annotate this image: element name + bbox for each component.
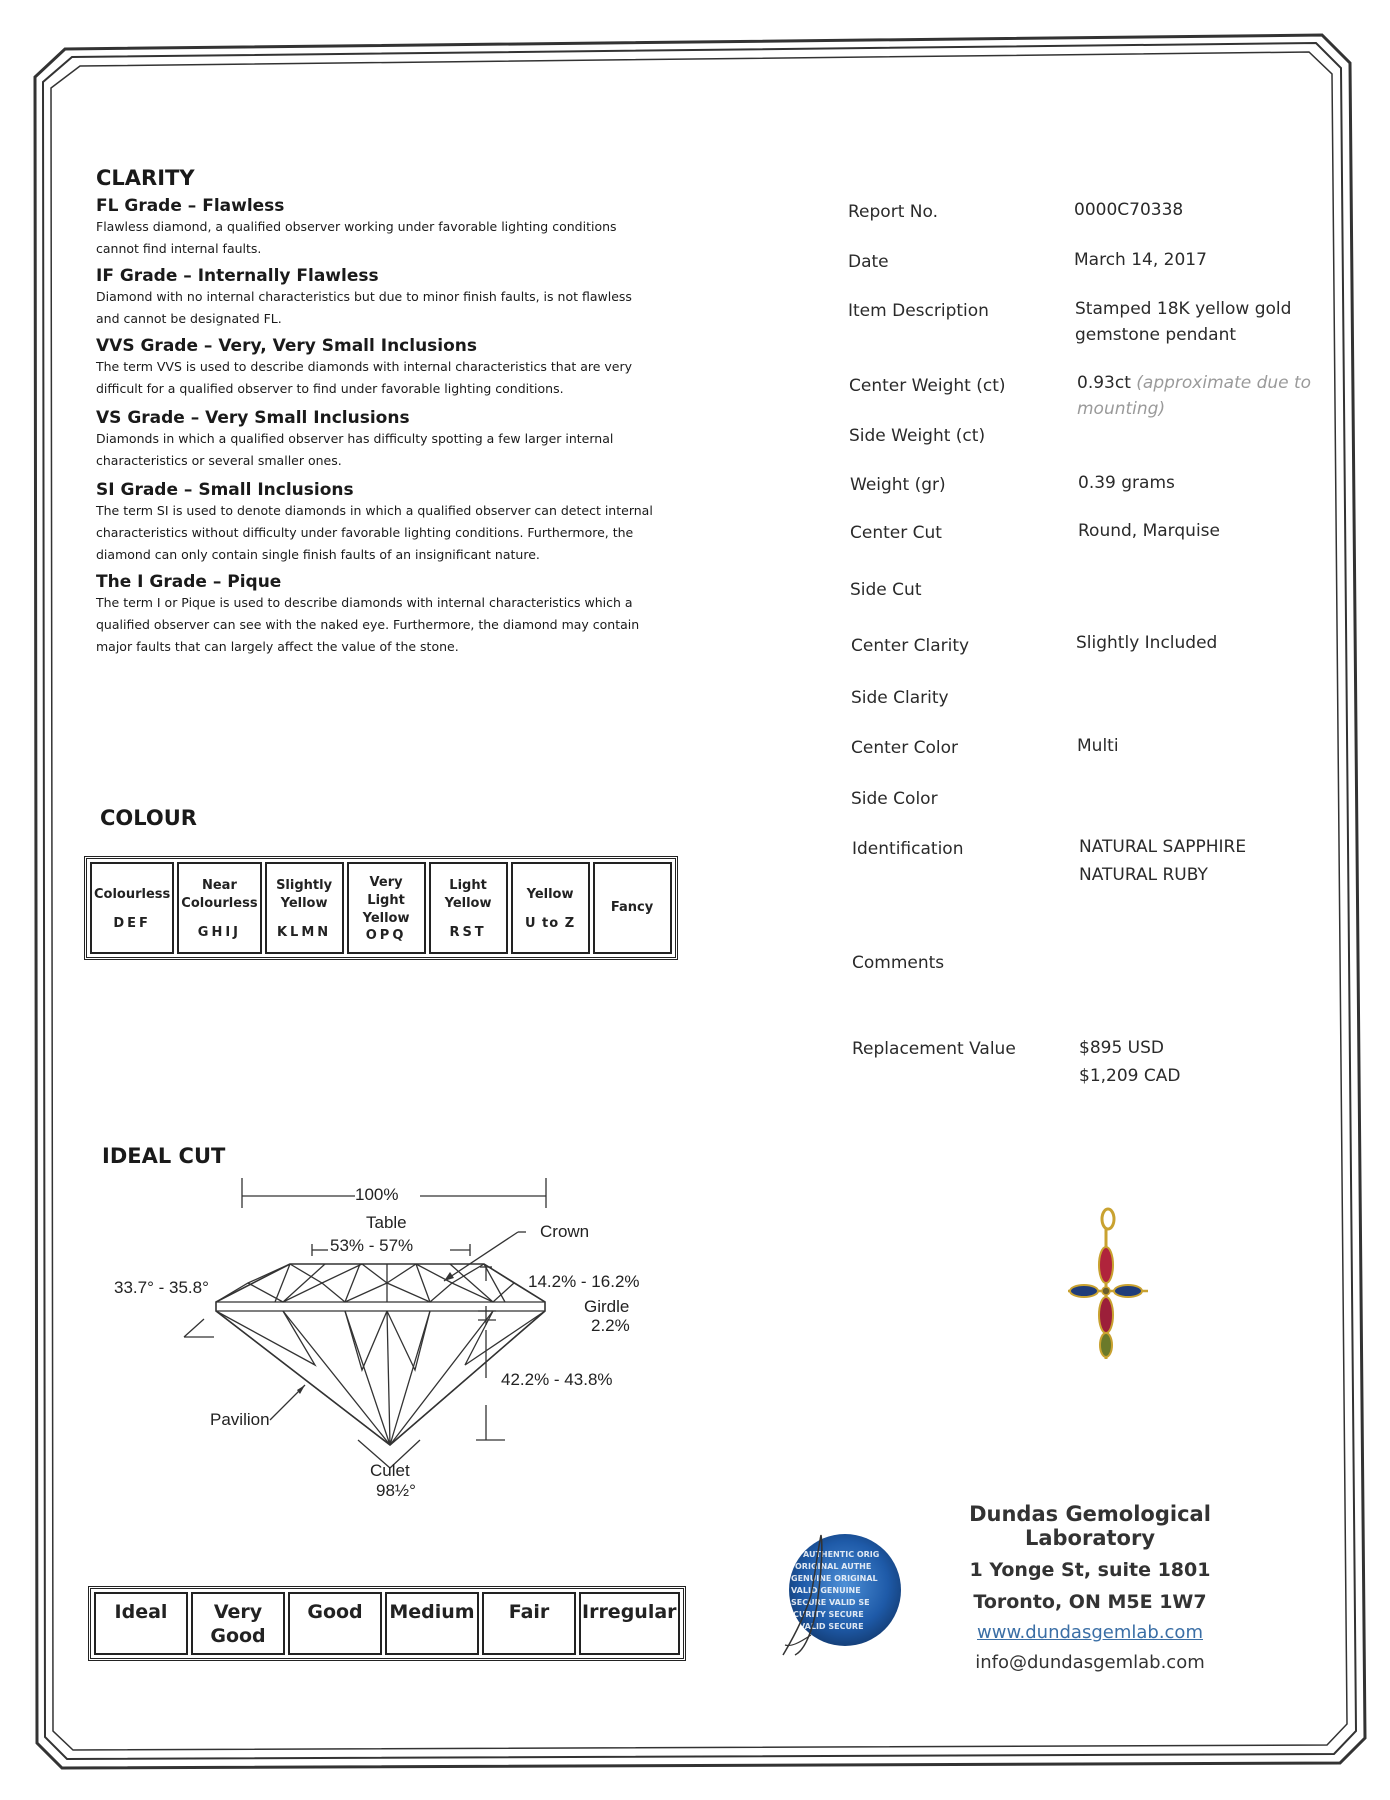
center-weight-label: Center Weight (ct)	[849, 376, 1006, 396]
report-no-value: 0000C70338	[1074, 200, 1184, 220]
diagram-girdle-value: 2.2%	[591, 1316, 630, 1335]
diagram-table-label: Table	[366, 1213, 407, 1232]
date-label: Date	[848, 252, 889, 272]
identification-label: Identification	[852, 839, 964, 859]
center-weight-number: 0.93ct	[1077, 373, 1131, 393]
side-weight-label: Side Weight (ct)	[849, 426, 986, 446]
diagram-culet-angle: 98½°	[376, 1481, 416, 1500]
diagram-culet-label: Culet	[370, 1461, 410, 1480]
replacement-value-cad: $1,209 CAD	[1079, 1066, 1181, 1086]
clarity-grade-text: Diamond with no internal characteristics but due to minor finish faults, is not flawless and cannot be designated FL.	[96, 289, 632, 326]
item-description-value	[1075, 296, 1291, 348]
svg-text:GENUINE ORIGINAL: GENUINE ORIGINAL	[791, 1574, 878, 1583]
colour-cell-u-to-z	[511, 862, 590, 954]
diagram-pavilion-label: Pavilion	[210, 1410, 270, 1429]
clarity-grade-title: VS Grade – Very Small Inclusions	[96, 408, 410, 428]
svg-text:AUTHENTIC ORIG: AUTHENTIC ORIG	[803, 1550, 880, 1559]
cut-grade-good	[288, 1592, 382, 1655]
colour-label: Very	[369, 874, 403, 890]
side-cut-label: Side Cut	[850, 580, 922, 600]
svg-text:ORIGINAL AUTHE: ORIGINAL AUTHE	[795, 1562, 872, 1571]
replacement-value	[1079, 1034, 1180, 1090]
colour-label: Light	[367, 892, 405, 908]
cut-grade-label: Very	[213, 1601, 263, 1623]
weight-value: 0.39 grams	[1078, 473, 1175, 493]
colour-code: OPQ	[365, 927, 407, 943]
clarity-grade-title: IF Grade – Internally Flawless	[96, 266, 379, 286]
cut-grade-medium	[385, 1592, 479, 1655]
clarity-grade-text: The term SI is used to denote diamonds in which a qualified observer can detect internal characteristics without difficulty under favorable lighting conditions. Furthermore, the diamond can only contain single finish faults of an insignificant nature.	[96, 503, 653, 562]
colour-label: Near	[201, 877, 237, 893]
clarity-grade-text: The term VVS is used to describe diamonds with internal characteristics that are very difficult for a qualified observer to find under favorable lighting conditions.	[96, 359, 633, 396]
lab-website-link[interactable]: www.dundasgemlab.com	[977, 1622, 1203, 1643]
clarity-grade-text: The term I or Pique is used to describe diamonds with internal characteristics which a qualified observer can see with the naked eye. Furthermore, the diamond may contain major faults that can largely affect the value of the stone.	[96, 595, 640, 654]
colour-cell-opq	[347, 862, 426, 954]
clarity-grade-title: VVS Grade – Very, Very Small Inclusions	[96, 336, 478, 356]
center-color-value: Multi	[1077, 736, 1119, 756]
colour-code: RST	[449, 924, 487, 940]
pendant-image	[1060, 1205, 1160, 1365]
clarity-heading: CLARITY	[96, 166, 195, 190]
colour-label: Colourless	[181, 895, 258, 911]
clarity-grade-title: FL Grade – Flawless	[96, 196, 285, 216]
colour-label: Yellow	[280, 895, 328, 911]
colour-label: Light	[449, 877, 487, 893]
clarity-grade-vvs	[96, 336, 636, 400]
report-no-label: Report No.	[848, 202, 938, 222]
cut-grade-label: Medium	[389, 1601, 475, 1623]
colour-label: Fancy	[610, 900, 654, 915]
colour-code: U to Z	[524, 915, 576, 931]
cut-grade-label: Ideal	[114, 1601, 168, 1623]
colour-cell-rst	[429, 862, 508, 954]
diagram-crown-angle: 33.7° - 35.8°	[114, 1278, 209, 1297]
lab-name: Dundas Gemological Laboratory	[969, 1502, 1211, 1550]
cut-grade-label: Irregular	[582, 1601, 677, 1623]
colour-cell-fancy	[593, 862, 672, 954]
colour-code: GHIJ	[197, 924, 242, 940]
svg-text:VALID SECURE: VALID SECURE	[799, 1622, 864, 1631]
diagram-crown-height: 14.2% - 16.2%	[528, 1272, 640, 1291]
lab-contact	[910, 1502, 1270, 1678]
colour-code: KLMN	[276, 924, 332, 940]
weight-label: Weight (gr)	[850, 475, 946, 495]
lab-address-line: 1 Yonge St, suite 1801	[969, 1559, 1211, 1581]
cut-grade-irregular	[579, 1592, 680, 1655]
diagram-table-range: 53% - 57%	[330, 1236, 414, 1255]
item-description-line: gemstone pendant	[1075, 325, 1237, 345]
colour-label: Yellow	[444, 895, 492, 911]
center-color-label: Center Color	[851, 738, 959, 758]
comments-label: Comments	[852, 953, 945, 973]
cut-grade-table	[88, 1586, 686, 1661]
cut-grade-fair	[482, 1592, 576, 1655]
center-clarity-label: Center Clarity	[851, 636, 970, 656]
clarity-grade-if	[96, 266, 636, 330]
center-weight-note: (approximate due to	[1136, 373, 1312, 393]
clarity-grade-i	[96, 572, 656, 658]
svg-text:VALID GENUINE: VALID GENUINE	[791, 1586, 861, 1595]
svg-text:SECURE VALID SE: SECURE VALID SE	[791, 1598, 870, 1607]
center-weight-note: mounting)	[1077, 399, 1166, 419]
identification-line: NATURAL SAPPHIRE	[1079, 837, 1247, 857]
colour-cell-klmn	[265, 862, 344, 954]
colour-label: Slightly	[276, 877, 333, 893]
cut-grade-very-good	[191, 1592, 285, 1655]
center-cut-value: Round, Marquise	[1078, 521, 1220, 541]
cut-grade-label: Fair	[508, 1601, 550, 1623]
colour-label: Yellow	[362, 910, 410, 926]
cut-grade-ideal	[94, 1592, 188, 1655]
colour-label: Colourless	[94, 886, 171, 902]
colour-label: Yellow	[526, 886, 574, 902]
clarity-grade-title: SI Grade – Small Inclusions	[96, 480, 354, 500]
item-description-label: Item Description	[848, 301, 989, 321]
security-seal-icon	[755, 1515, 915, 1665]
diagram-girdle-label: Girdle	[584, 1297, 630, 1316]
identification-value	[1079, 833, 1246, 889]
clarity-grade-text: Diamonds in which a qualified observer has difficulty spotting a few larger internal characteristics or several smaller ones.	[96, 431, 614, 468]
center-clarity-value: Slightly Included	[1076, 633, 1218, 653]
center-cut-label: Center Cut	[850, 523, 942, 543]
colour-cell-ghij	[177, 862, 261, 954]
colour-code: DEF	[113, 915, 151, 931]
clarity-grade-vs	[96, 408, 636, 472]
lab-address-line: Toronto, ON M5E 1W7	[973, 1591, 1207, 1613]
svg-text:CURITY SECURE: CURITY SECURE	[793, 1610, 864, 1619]
ideal-cut-heading: IDEAL CUT	[102, 1144, 226, 1168]
colour-heading: COLOUR	[100, 806, 197, 830]
identification-line: NATURAL RUBY	[1079, 865, 1208, 885]
replacement-value-label: Replacement Value	[852, 1039, 1016, 1059]
diagram-crown-label: Crown	[540, 1222, 590, 1241]
cut-grade-label: Good	[210, 1625, 266, 1647]
clarity-grade-title: The I Grade – Pique	[96, 572, 282, 592]
diagram-total-label: 100%	[355, 1185, 399, 1204]
lab-email[interactable]: info@dundasgemlab.com	[975, 1652, 1205, 1673]
cut-grade-label: Good	[307, 1601, 363, 1623]
colour-cell-def	[90, 862, 174, 954]
replacement-value-usd: $895 USD	[1079, 1038, 1164, 1058]
date-value: March 14, 2017	[1074, 250, 1207, 270]
side-clarity-label: Side Clarity	[851, 688, 949, 708]
center-weight-value	[1077, 370, 1311, 422]
side-color-label: Side Color	[851, 789, 938, 809]
item-description-line: Stamped 18K yellow gold	[1075, 299, 1292, 319]
colour-scale-table	[84, 856, 678, 960]
clarity-grade-text: Flawless diamond, a qualified observer working under favorable lighting conditions cannot find internal faults.	[96, 219, 617, 256]
clarity-grade-si	[96, 480, 656, 566]
clarity-grade-fl	[96, 196, 626, 260]
diagram-pavilion-depth: 42.2% - 43.8%	[501, 1370, 613, 1389]
